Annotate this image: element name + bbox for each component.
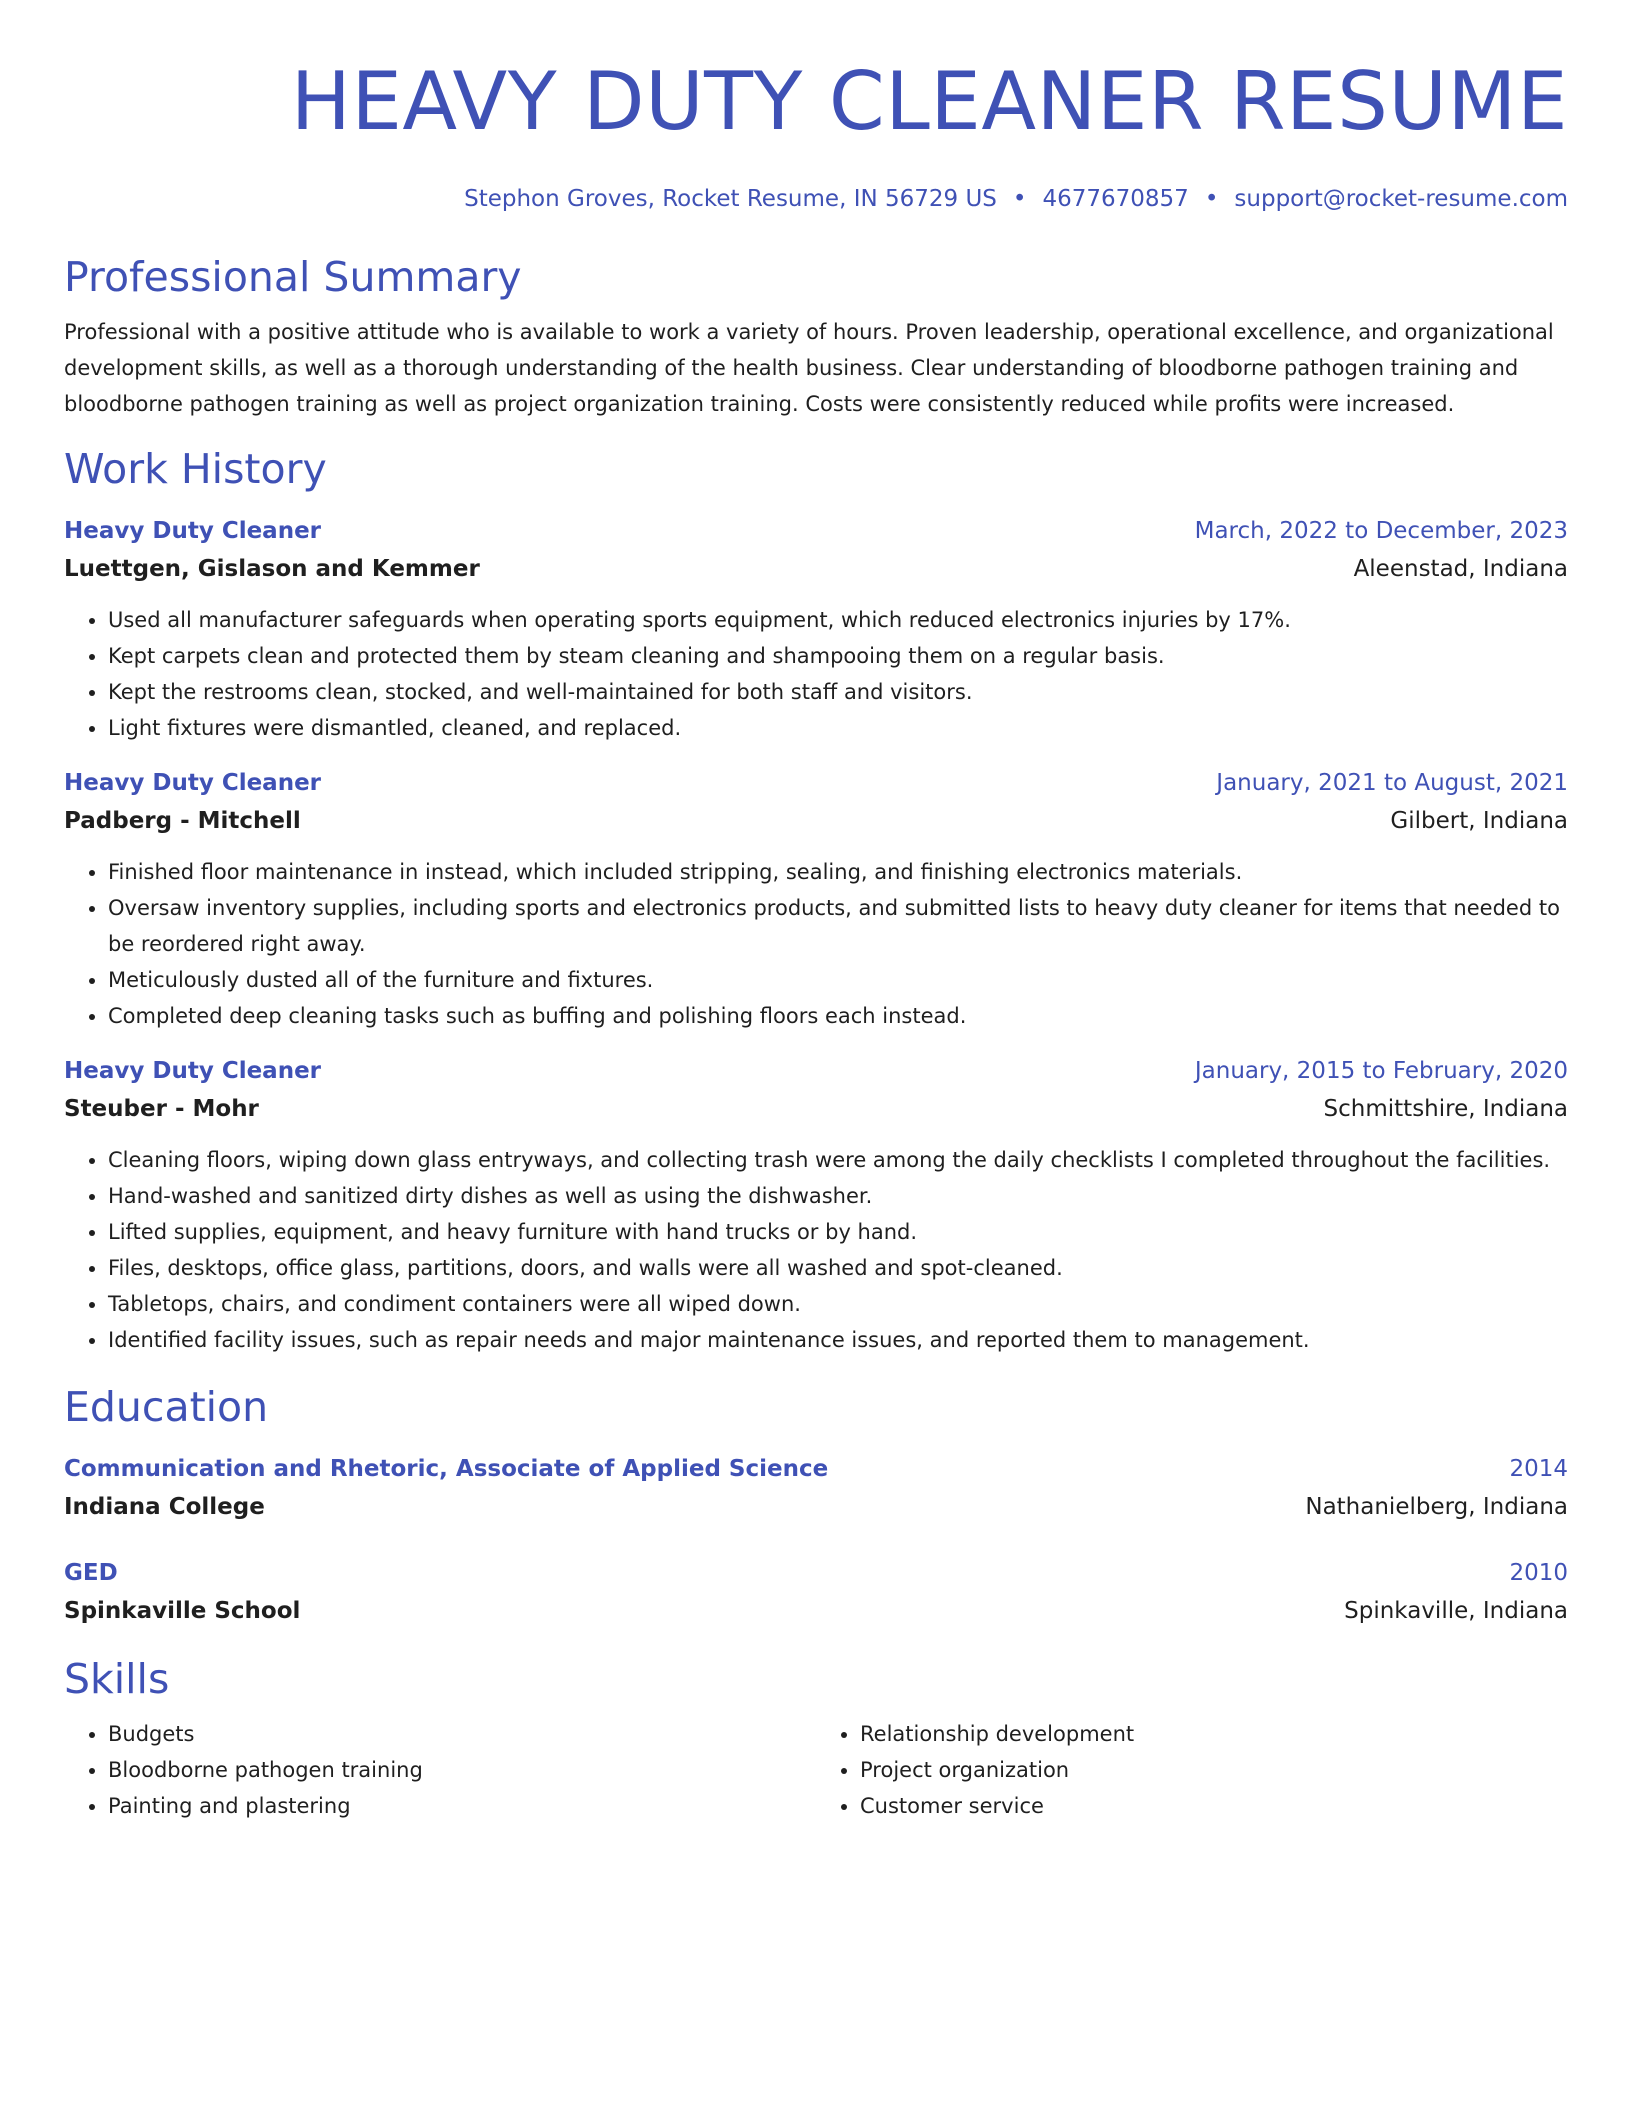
job-location: Gilbert, Indiana bbox=[1390, 808, 1568, 834]
job-title: Heavy Duty Cleaner bbox=[64, 518, 322, 544]
education-location: Nathanielberg, Indiana bbox=[1305, 1494, 1568, 1520]
job-bullet: • Hand-washed and sanitized dirty dishes as well as using the dishwasher. bbox=[108, 1178, 1568, 1214]
job-bullet: • Completed deep cleaning tasks such as buffing and polishing floors each instead. bbox=[108, 998, 1568, 1034]
contact-address: Stephon Groves, Rocket Resume, IN 56729 US bbox=[464, 186, 997, 212]
skills-heading: Skills bbox=[64, 1655, 170, 1703]
job-bullet: • Identified facility issues, such as repair needs and major maintenance issues, and reported them to management. bbox=[108, 1322, 1568, 1358]
education-school: Indiana College bbox=[64, 1494, 265, 1520]
skill-item: • Project organization bbox=[860, 1752, 1568, 1788]
job-location: Schmittshire, Indiana bbox=[1323, 1096, 1568, 1122]
job-entry bbox=[64, 764, 1568, 1034]
job-bullet-list bbox=[64, 1142, 1568, 1358]
skill-item: • Bloodborne pathogen training bbox=[108, 1752, 816, 1788]
education-degree: GED bbox=[64, 1560, 118, 1586]
skills-column-left bbox=[64, 1716, 816, 1824]
job-bullet: • Lifted supplies, equipment, and heavy furniture with hand trucks or by hand. bbox=[108, 1214, 1568, 1250]
contact-separator: • bbox=[1012, 186, 1027, 212]
skill-item: • Budgets bbox=[108, 1716, 816, 1752]
job-bullet: • Finished floor maintenance in instead, which included stripping, sealing, and finishing electronics materials. bbox=[108, 854, 1568, 890]
education-school: Spinkaville School bbox=[64, 1598, 301, 1624]
contact-email: support@rocket-resume.com bbox=[1234, 186, 1568, 212]
job-employer: Padberg - Mitchell bbox=[64, 808, 301, 834]
contact-phone: 4677670857 bbox=[1042, 186, 1189, 212]
education-heading: Education bbox=[64, 1383, 269, 1431]
job-dates: January, 2021 to August, 2021 bbox=[1216, 770, 1568, 796]
contact-line bbox=[64, 184, 1568, 214]
skill-item: • Relationship development bbox=[860, 1716, 1568, 1752]
education-location: Spinkaville, Indiana bbox=[1344, 1598, 1568, 1624]
job-title: Heavy Duty Cleaner bbox=[64, 1058, 322, 1084]
summary-text: Professional with a positive attitude who is available to work a variety of hours. Proven leadership, operational excellence, and organizational development skills, as well as a thorough understanding of the health business. Clear understanding of bloodborne pathogen training and bloodborne pathogen training as well as project organization training. Costs were consistently reduced while profits were increased. bbox=[64, 320, 1554, 416]
job-bullet: • Kept carpets clean and protected them by steam cleaning and shampooing them on a regular basis. bbox=[108, 638, 1568, 674]
skill-item: • Painting and plastering bbox=[108, 1788, 816, 1824]
job-dates: January, 2015 to February, 2020 bbox=[1194, 1058, 1568, 1084]
job-entry bbox=[64, 512, 1568, 746]
job-bullet: • Meticulously dusted all of the furniture and fixtures. bbox=[108, 962, 1568, 998]
job-bullet-list bbox=[64, 854, 1568, 1034]
skills-column-right bbox=[816, 1716, 1568, 1824]
skills-grid bbox=[64, 1716, 1568, 1824]
job-dates: March, 2022 to December, 2023 bbox=[1194, 518, 1568, 544]
contact-separator: • bbox=[1204, 186, 1219, 212]
education-year: 2010 bbox=[1509, 1560, 1568, 1586]
job-bullet: • Used all manufacturer safeguards when operating sports equipment, which reduced electronics injuries by 17%. bbox=[108, 602, 1568, 638]
resume-title: HEAVY DUTY CLEANER RESUME bbox=[290, 55, 1568, 148]
job-entry bbox=[64, 1052, 1568, 1358]
job-bullet: • Cleaning floors, wiping down glass entryways, and collecting trash were among the daily checklists I completed throughout the facilities. bbox=[108, 1142, 1568, 1178]
education-year: 2014 bbox=[1509, 1456, 1568, 1482]
job-location: Aleenstad, Indiana bbox=[1353, 556, 1568, 582]
education-degree: Communication and Rhetoric, Associate of Applied Science bbox=[64, 1456, 829, 1482]
job-bullet-list bbox=[64, 602, 1568, 746]
job-title: Heavy Duty Cleaner bbox=[64, 770, 322, 796]
job-bullet: • Tabletops, chairs, and condiment containers were all wiped down. bbox=[108, 1286, 1568, 1322]
education-entry bbox=[64, 1450, 1568, 1526]
job-employer: Luettgen, Gislason and Kemmer bbox=[64, 556, 480, 582]
summary-heading: Professional Summary bbox=[64, 253, 522, 301]
job-employer: Steuber - Mohr bbox=[64, 1096, 259, 1122]
work-history-heading: Work History bbox=[64, 445, 327, 493]
job-bullet: • Oversaw inventory supplies, including sports and electronics products, and submitted lists to heavy duty cleaner for items that needed to be reordered right away. bbox=[108, 890, 1568, 962]
education-entry bbox=[64, 1554, 1568, 1630]
job-bullet: • Files, desktops, office glass, partitions, doors, and walls were all washed and spot-cleaned. bbox=[108, 1250, 1568, 1286]
skill-item: • Customer service bbox=[860, 1788, 1568, 1824]
job-bullet: • Kept the restrooms clean, stocked, and well-maintained for both staff and visitors. bbox=[108, 674, 1568, 710]
job-bullet: • Light fixtures were dismantled, cleaned, and replaced. bbox=[108, 710, 1568, 746]
